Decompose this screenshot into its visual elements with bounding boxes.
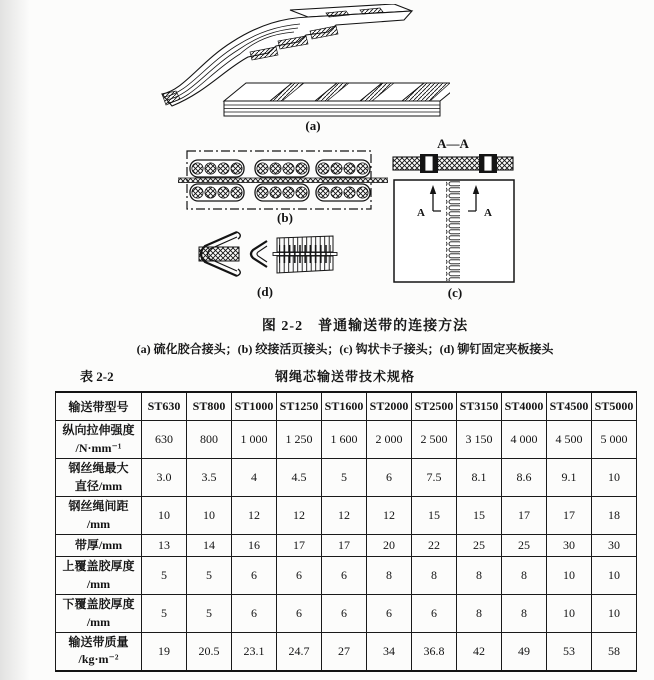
- table-column-header: ST1000: [232, 392, 277, 421]
- table-cell: 7.5: [412, 459, 457, 497]
- spec-table: [55, 391, 637, 672]
- table-cell: 15: [412, 497, 457, 535]
- table-cell: 20: [367, 535, 412, 557]
- table-cell: 20.5: [187, 633, 232, 671]
- table-cell: 17: [277, 535, 322, 557]
- table-cell: 12: [232, 497, 277, 535]
- table-cell: 53: [547, 633, 592, 671]
- table-cell: 3.0: [142, 459, 187, 497]
- figure-d-clamp-plate-drawing: [183, 228, 338, 283]
- table-cell: 4 000: [502, 421, 547, 459]
- figure-b-label: (b): [277, 210, 293, 225]
- row-unit-text: 直径/mm: [74, 478, 123, 493]
- table-row-label: [56, 633, 142, 671]
- table-cell: 6: [232, 595, 277, 633]
- figure-subcaption: (a) 硫化胶合接头；(b) 绞接活页接头；(c) 钩状卡子接头；(d) 铆钉固定夹板接头: [136, 342, 554, 356]
- figure-c-hook-clip-drawing: [392, 133, 522, 288]
- table-cell: 8.1: [457, 459, 502, 497]
- table-cell: 8: [457, 595, 502, 633]
- table-cell: 4: [232, 459, 277, 497]
- table-column-header: ST2500: [412, 392, 457, 421]
- row-unit-text: /kg·m⁻²: [78, 652, 119, 667]
- table-cell: 25: [457, 535, 502, 557]
- row-unit-text: /mm: [86, 614, 111, 629]
- figure-d-label: (d): [257, 284, 273, 299]
- row-label-text: 输送带质量: [68, 635, 129, 649]
- figure-caption: 图 2-2 普通输送带的连接方法: [261, 319, 469, 334]
- table-label: 表 2-2: [80, 369, 114, 384]
- table-cell: 6: [367, 459, 412, 497]
- table-column-header: ST3150: [457, 392, 502, 421]
- row-label-text: 带厚/mm: [74, 537, 123, 552]
- figure-b-hinged-joint-drawing: [178, 146, 388, 218]
- table-row-label: [56, 535, 142, 557]
- table-column-header: ST4000: [502, 392, 547, 421]
- table-cell: 19: [142, 633, 187, 671]
- table-cell: 8: [502, 595, 547, 633]
- table-cell: 15: [457, 497, 502, 535]
- table-cell: 13: [142, 535, 187, 557]
- table-cell: 1 250: [277, 421, 322, 459]
- table-cell: 58: [592, 633, 637, 671]
- table-cell: 3.5: [187, 459, 232, 497]
- table-cell: 10: [547, 595, 592, 633]
- table-column-header: ST630: [142, 392, 187, 421]
- table-cell: 18: [592, 497, 637, 535]
- table-row-label: [56, 459, 142, 497]
- row-unit-text: /mm: [86, 516, 111, 531]
- table-row-label: [56, 595, 142, 633]
- table-cell: 12: [322, 497, 367, 535]
- table-cell: 10: [547, 557, 592, 595]
- table-cell: 4 500: [547, 421, 592, 459]
- table-cell: 36.8: [412, 633, 457, 671]
- table-cell: 6: [232, 557, 277, 595]
- table-cell: 800: [187, 421, 232, 459]
- table-cell: 8.6: [502, 459, 547, 497]
- table-column-header: ST1600: [322, 392, 367, 421]
- row-label-text: 钢丝绳间距: [68, 499, 129, 514]
- table-cell: 23.1: [232, 633, 277, 671]
- section-view-label: A—A: [437, 136, 469, 151]
- row-unit-text: /mm: [86, 576, 111, 591]
- table-cell: 17: [322, 535, 367, 557]
- table-cell: 10: [142, 497, 187, 535]
- figure-c-label: (c): [447, 285, 463, 300]
- row-label-text: 纵向拉伸强度: [62, 423, 135, 438]
- table-cell: 6: [277, 557, 322, 595]
- table-cell: 630: [142, 421, 187, 459]
- table-corner-header: 输送带型号: [56, 392, 142, 421]
- table-cell: 8: [502, 557, 547, 595]
- row-label-text: 上覆盖胶厚度: [62, 559, 135, 574]
- table-cell: 8: [457, 557, 502, 595]
- table-row: [56, 595, 637, 633]
- table-cell: 5: [322, 459, 367, 497]
- table-cell: 49: [502, 633, 547, 671]
- table-cell: 25: [502, 535, 547, 557]
- table-row: [56, 535, 637, 557]
- spec-table-body: [56, 421, 637, 671]
- table-cell: 5: [142, 595, 187, 633]
- table-row: [56, 557, 637, 595]
- table-cell: 6: [367, 595, 412, 633]
- row-label-text: 下覆盖胶厚度: [62, 597, 135, 612]
- table-column-header: ST1250: [277, 392, 322, 421]
- row-unit-text: /N·mm⁻¹: [75, 440, 122, 455]
- table-cell: 1 000: [232, 421, 277, 459]
- table-cell: 6: [322, 557, 367, 595]
- table-row-label: [56, 557, 142, 595]
- table-cell: 10: [592, 595, 637, 633]
- table-column-header: ST2000: [367, 392, 412, 421]
- table-cell: 24.7: [277, 633, 322, 671]
- table-cell: 12: [277, 497, 322, 535]
- table-cell: 30: [547, 535, 592, 557]
- table-cell: 9.1: [547, 459, 592, 497]
- row-label-text: 钢丝绳最大: [68, 461, 129, 476]
- table-cell: 6: [277, 595, 322, 633]
- table-cell: 14: [187, 535, 232, 557]
- table-cell: 10: [187, 497, 232, 535]
- table-row: [56, 421, 637, 459]
- table-cell: 34: [367, 633, 412, 671]
- table-cell: 16: [232, 535, 277, 557]
- table-row-label: [56, 421, 142, 459]
- spec-table-head: [56, 392, 637, 421]
- table-row: [56, 497, 637, 535]
- figure-a-vulcanized-splice-drawing: [150, 4, 450, 118]
- table-cell: 6: [322, 595, 367, 633]
- table-cell: 6: [412, 595, 457, 633]
- section-arrow-label-right: A: [484, 207, 492, 219]
- table-cell: 17: [502, 497, 547, 535]
- table-column-header: ST4500: [547, 392, 592, 421]
- table-column-header: ST5000: [592, 392, 637, 421]
- table-cell: 42: [457, 633, 502, 671]
- table-cell: 3 150: [457, 421, 502, 459]
- table-cell: 30: [592, 535, 637, 557]
- table-row: [56, 633, 637, 671]
- table-cell: 22: [412, 535, 457, 557]
- table-cell: 27: [322, 633, 367, 671]
- table-cell: 2 500: [412, 421, 457, 459]
- table-column-header: ST800: [187, 392, 232, 421]
- table-cell: 10: [592, 557, 637, 595]
- table-cell: 8: [367, 557, 412, 595]
- table-cell: 10: [592, 459, 637, 497]
- table-cell: 5: [187, 595, 232, 633]
- table-cell: 12: [367, 497, 412, 535]
- table-cell: 5 000: [592, 421, 637, 459]
- figure-a-label: (a): [305, 118, 321, 133]
- table-row-label: [56, 497, 142, 535]
- table-cell: 1 600: [322, 421, 367, 459]
- table-cell: 8: [412, 557, 457, 595]
- table-cell: 5: [187, 557, 232, 595]
- table-cell: 17: [547, 497, 592, 535]
- table-row: [56, 459, 637, 497]
- table-cell: 2 000: [367, 421, 412, 459]
- section-arrow-label-left: A: [417, 207, 425, 219]
- table-cell: 4.5: [277, 459, 322, 497]
- table-cell: 5: [142, 557, 187, 595]
- table-title: 钢绳芯输送带技术规格: [274, 369, 415, 384]
